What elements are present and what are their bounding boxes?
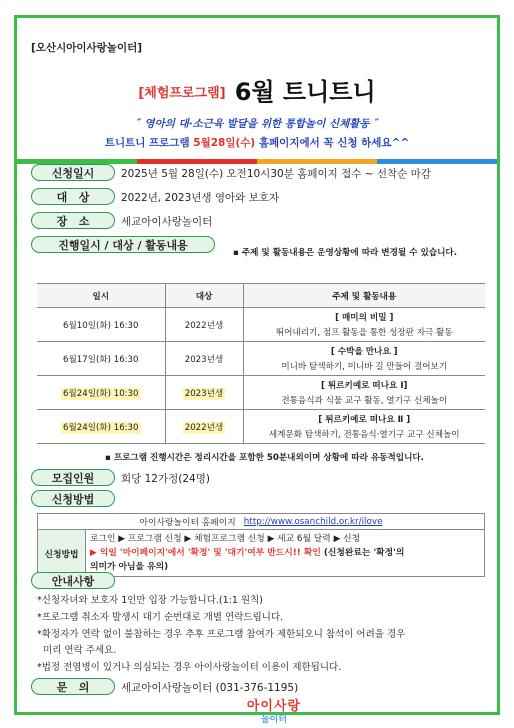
logo-text-top: 아이사랑: [246, 699, 302, 714]
row-target: 2023년생: [165, 376, 243, 410]
row-activity: [ 튀르키예로 떠나요 Ⅱ ] 세계문화 탐색하기, 전통음식·열기구 교구 신체놀이: [243, 410, 485, 444]
apply-warning-line: ▶ 익일 '마이페이지'에서 '확정' 및 '대기'여부 반드시!! 확인 (신청완료는 '확정'의: [90, 548, 405, 558]
recruit-value: 회당 12가정(24명): [121, 473, 210, 485]
schedule-label: 진행일시 / 대상 / 활동내용: [31, 236, 215, 253]
table-header-row: [37, 284, 485, 308]
table-header-target: 대상: [165, 284, 243, 308]
program-type-tag: [체험프로그램]: [138, 86, 226, 101]
site-name: 아이사랑놀이터 홈페이지: [139, 518, 236, 528]
row-date: 6월10일(화) 16:30: [37, 308, 165, 342]
place-value: 세교아이사랑놀이터: [121, 216, 213, 228]
apply-method-box: [37, 513, 485, 577]
notice-label: 안내사항: [31, 572, 115, 589]
stripe-segment-red: [137, 159, 257, 164]
row-activity: [ 매미의 비밀 ] 뛰어내리기, 점프 활동을 통한 성장판 자극 활동: [243, 308, 485, 342]
contact-label: 문 의: [31, 678, 115, 695]
apply-steps-row: [38, 530, 484, 576]
schedule-table: [37, 283, 485, 444]
subtitle-apply-reminder: 트니트니 프로그램 5월28일(수) 홈페이지에서 꼭 신청 하세요^^: [104, 137, 410, 149]
target-value: 2022년, 2023년생 영아와 보호자: [121, 192, 280, 204]
row-activity: [ 수박을 만나요 ] 미니바 탐색하기, 미니바 길 만들어 걸어보기: [243, 342, 485, 376]
table-header-activity: 주제 및 활동내용: [243, 284, 485, 308]
title-row: [17, 72, 497, 107]
stripe-segment-blue: [377, 159, 497, 164]
table-row: [37, 342, 485, 376]
apply-date-highlight: 5월28일(수): [193, 137, 256, 149]
table-row: [37, 410, 485, 444]
notice-line: *확정자가 연락 없이 불참하는 경우 추후 프로그램 참여가 제한되오니 참석이 어려울 경우: [37, 629, 406, 640]
apply-site-row: [38, 514, 484, 530]
table-row: [37, 308, 485, 342]
apply-steps-label: 신청방법: [38, 530, 86, 576]
row-target: 2022년생: [165, 308, 243, 342]
notice-line: *프로그램 취소자 발생시 대기 순번대로 개별 연락드립니다.: [37, 612, 284, 623]
apply-step-line: 로그인 ▶ 프로그램 신청 ▶ 체험프로그램 신청 ▶ 세교 6월 달력 ▶ 신청: [90, 534, 361, 544]
recruit-label: 모집인원: [31, 469, 115, 486]
row-date: 6월24일(화) 10:30: [37, 376, 165, 410]
stripe-segment-orange: [257, 159, 377, 164]
apply-date-label: 신청일시: [31, 164, 115, 181]
method-label: 신청방법: [31, 490, 115, 507]
apply-date-value: 2025년 5월 28일(수) 오전10시30분 홈페이지 접수 ~ 선착순 마감: [121, 168, 431, 180]
row-date: 6월17일(화) 16:30: [37, 342, 165, 376]
org-name: [오산시아이사랑놀이터]: [31, 42, 143, 54]
homepage-link[interactable]: http://www.osanchild.or.kr/ilove: [243, 516, 383, 527]
notice-line: 미리 연락 주세요.: [37, 645, 117, 656]
notice-line: *신청자녀와 보호자 1인만 입장 가능합니다.(1:1 원칙): [37, 595, 263, 606]
row-date: 6월24일(화) 16:30: [37, 410, 165, 444]
poster-frame: [14, 15, 500, 725]
table-footnote: ▪ 프로그램 진행시간은 정리시간을 포함한 50분내외이며 상황에 따라 유동적입니다.: [105, 453, 424, 463]
contact-value: 세교아이사랑놀이터 (031-376-1195): [121, 682, 299, 694]
page-title: 6월 트니트니: [234, 78, 376, 106]
brand-logo: [224, 695, 324, 725]
apply-warning-line2: 의미가 아님을 유의): [90, 562, 169, 572]
row-target: 2023년생: [165, 342, 243, 376]
subtitle-slogan: ˝ 영아의 대·소근육 발달을 위한 통합놀이 신체활동 ˝: [135, 118, 379, 130]
target-label: 대 상: [31, 188, 115, 205]
place-label: 장 소: [31, 212, 115, 229]
logo-text-bottom: 놀이터: [260, 715, 288, 725]
row-target: 2022년생: [165, 410, 243, 444]
row-activity: [ 튀르키예로 떠나요 Ⅰ] 전통음식과 식물 교구 활동, 열기구 신체놀이: [243, 376, 485, 410]
notice-line: *법정 전염병이 있거나 의심되는 경우 아이사랑놀이터 이용이 제한됩니다.: [37, 662, 342, 673]
schedule-note: ▪ 주제 및 활동내용은 운영상황에 따라 변경될 수 있습니다.: [233, 248, 457, 258]
table-header-date: 일시: [37, 284, 165, 308]
apply-steps: [86, 530, 484, 576]
table-row: [37, 376, 485, 410]
